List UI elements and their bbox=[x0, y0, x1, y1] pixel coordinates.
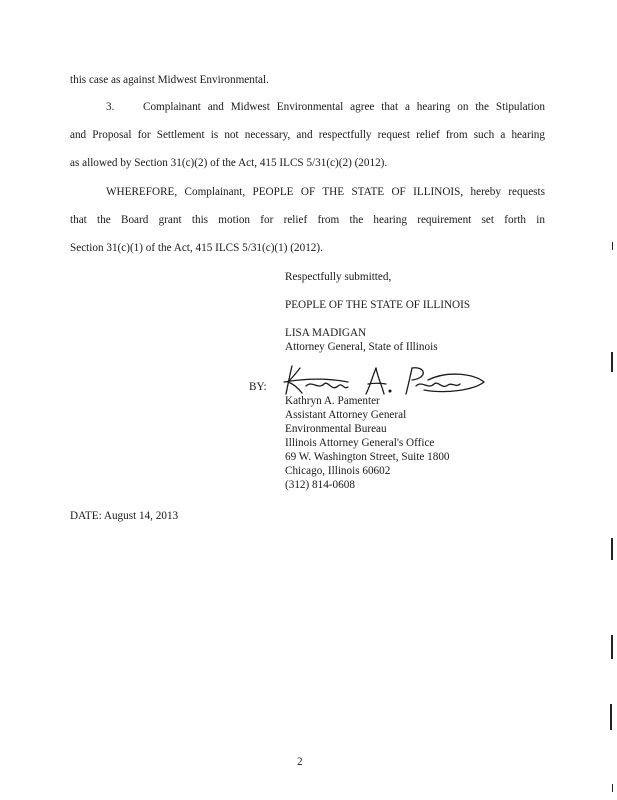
scan-mark bbox=[612, 784, 613, 792]
scan-mark bbox=[611, 635, 613, 659]
city-address: Chicago, Illinois 60602 bbox=[285, 465, 391, 477]
scan-mark bbox=[611, 352, 613, 372]
scan-mark bbox=[612, 242, 613, 250]
scan-mark bbox=[610, 704, 612, 730]
paragraph-number-3: 3. bbox=[106, 101, 115, 113]
paragraph-3-line-2: and Proposal for Settlement is not necessary, and respectfully request relief from such a hearing bbox=[70, 129, 545, 141]
party-name: PEOPLE OF THE STATE OF ILLINOIS bbox=[285, 299, 471, 311]
office-name: Illinois Attorney General's Office bbox=[285, 437, 435, 449]
paragraph-3-line-1: Complainant and Midwest Environmental agree that a hearing on the Stipulation bbox=[143, 101, 545, 113]
handwritten-signature bbox=[278, 360, 493, 400]
bureau-name: Environmental Bureau bbox=[285, 423, 387, 435]
wherefore-line-3: Section 31(c)(1) of the Act, 415 ILCS 5/31(c)(1) (2012). bbox=[70, 242, 323, 254]
attorney-general-title: Attorney General, State of Illinois bbox=[285, 341, 438, 353]
scan-mark bbox=[611, 538, 613, 560]
by-label: BY: bbox=[249, 381, 267, 393]
body-line-1: this case as against Midwest Environmental. bbox=[70, 74, 269, 86]
date-line: DATE: August 14, 2013 bbox=[70, 510, 179, 522]
street-address: 69 W. Washington Street, Suite 1800 bbox=[285, 451, 450, 463]
wherefore-line-1: WHEREFORE, Complainant, PEOPLE OF THE STATE OF ILLINOIS, hereby requests bbox=[106, 186, 545, 198]
phone-number: (312) 814-0608 bbox=[285, 479, 355, 491]
page-number: 2 bbox=[297, 756, 303, 768]
wherefore-line-2: that the Board grant this motion for relief from the hearing requirement set forth in bbox=[70, 214, 545, 226]
paragraph-3-line-3: as allowed by Section 31(c)(2) of the Act, 415 ILCS 5/31(c)(2) (2012). bbox=[70, 157, 388, 169]
closing-line: Respectfully submitted, bbox=[285, 271, 392, 283]
signer-title: Assistant Attorney General bbox=[285, 409, 407, 421]
attorney-general-name: LISA MADIGAN bbox=[285, 327, 367, 339]
signer-name: Kathryn A. Pamenter bbox=[285, 395, 380, 407]
